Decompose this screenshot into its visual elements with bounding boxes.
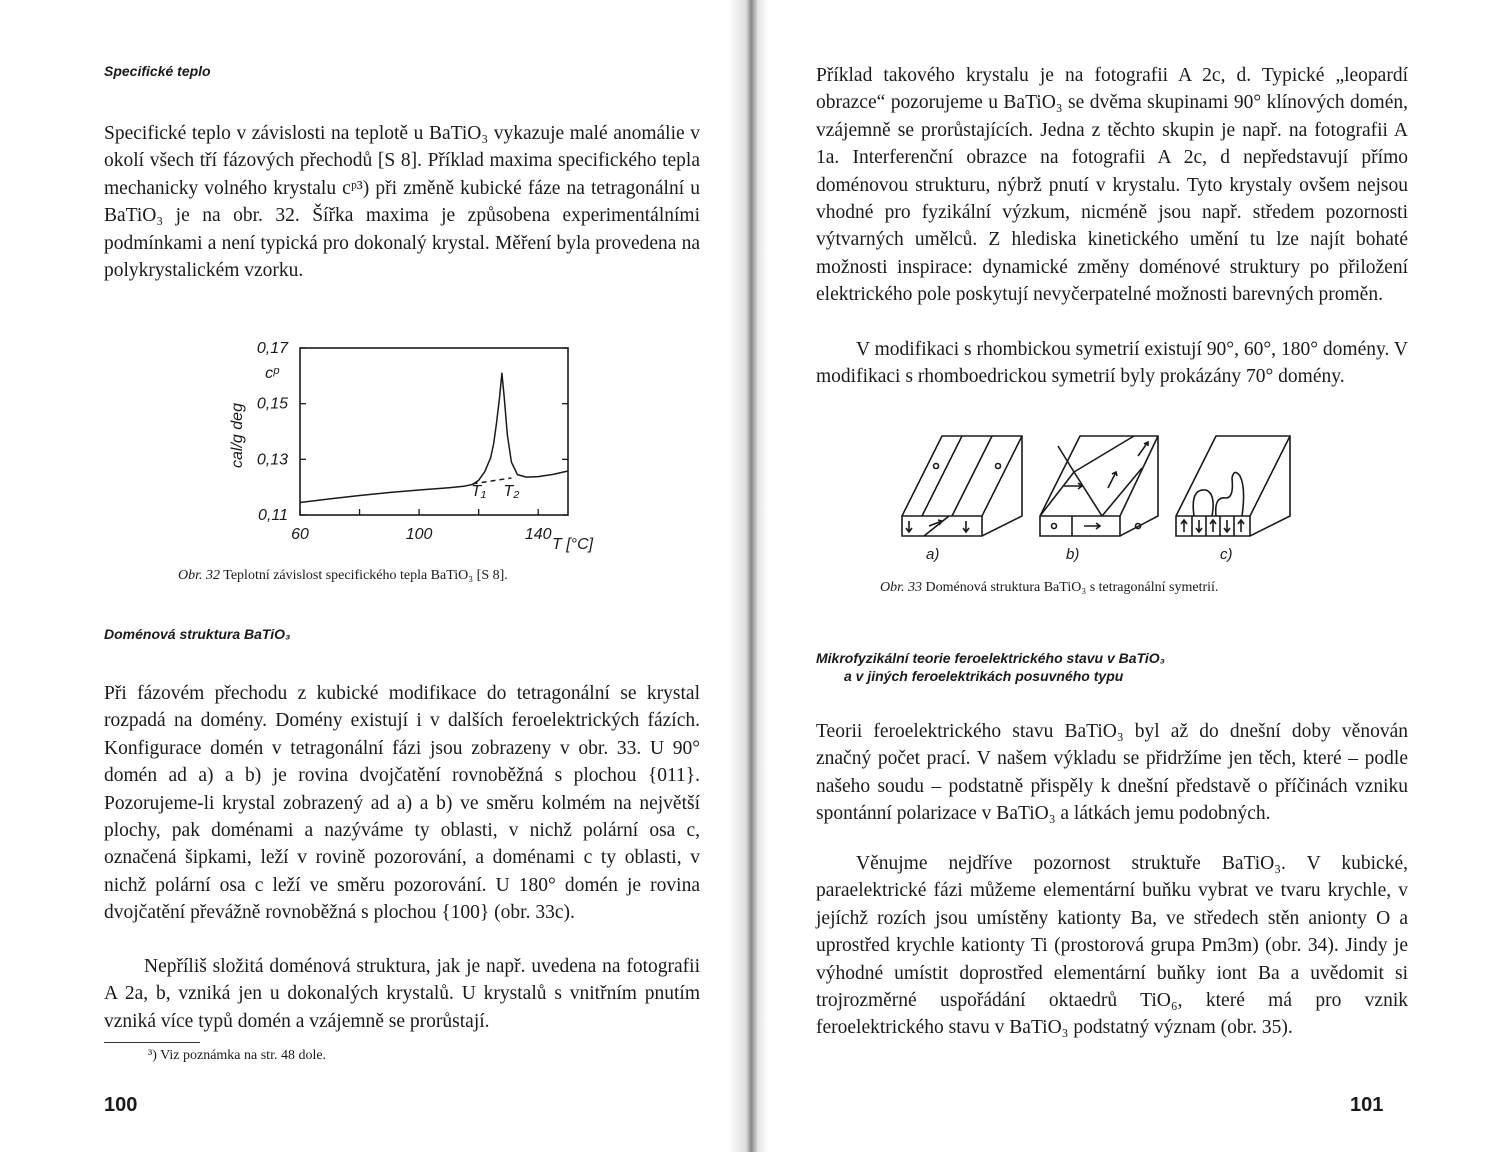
annotation-1: T₁ — [471, 483, 487, 501]
figure-33-diagram — [894, 428, 1294, 568]
heading-domain-structure: Doménová struktura BaTiO₃ — [104, 626, 291, 642]
page-number-right: 101 — [1350, 1094, 1384, 1116]
domain-block-c — [1176, 436, 1290, 536]
y-tick-label: 0,15 — [256, 395, 288, 413]
left-page — [0, 0, 752, 1152]
domain-block-a — [902, 436, 1022, 536]
y-axis-label: cal/g deg — [229, 403, 246, 468]
y-tick-label: 0,11 — [258, 507, 288, 524]
figure-32-caption-text: Teplotní závislost specifického tepla BaTiO₃ [S 8]. — [223, 568, 508, 583]
figure-32-caption — [178, 568, 508, 584]
paragraph-structure: Věnujme nejdříve pozornost struktuře BaTiO₃. V kubické, paraelektrické fázi můžeme elementární buňku vybrat ve tvaru krychle, v jejíchž rozích jsou umístěny kationty Ba, ve středech stěn anionty O a uprostřed krychle kationty Ti (prostorová grupa Pm3m) (obr. 34). Jindy je výhodné umístit doprostřed elementární buňky iont Ba a uvědomit si trojrozměrné uspořádání oktaedrů TiO₆, které má pro vznik feroelektrického stavu v BaTiO₃ podstatný význam (obr. 35). — [816, 853, 1408, 1039]
figure-33-label-b: b) — [1066, 546, 1080, 563]
series-cp-curve — [300, 373, 568, 502]
paragraph-domains: Při fázovém přechodu z kubické modifikace do tetragonální se krystal rozpadá na domény. Domény existují i v dalších feroelektrických fázích. Konfigurace domén v tetragonální fázi jsou zobrazeny v obr. 33. U 90° domén ad a) a b) je rovina dvojčatění rovnoběžná s plochou {011}. Pozorujeme-li krystal zobrazený ad a) a b) ve směru kolmém na největší plochy, pak doménami a nazýváme ty oblasti, v nichž polární osa c, označená šipkami, leží v rovině pozorování, a doménami c ty oblasti, v nichž polární osa c leží ve směru pozorování. U 180° domén je rovina dvojčatění převážně rovnoběžná s plochou {100} (obr. 33c). — [104, 683, 700, 924]
plot-frame — [300, 348, 568, 515]
x-tick-label: 100 — [405, 526, 433, 543]
chart-ticks — [300, 348, 568, 515]
figure-33-label-c: c) — [1220, 546, 1233, 563]
paragraph-leopard-patterns: Příklad takového krystalu je na fotografii A 2c, d. Typické „leopardí obrazce“ pozorujeme u BaTiO₃ se dvěma skupinami 90° klínových domén, vzájemně se prorůstajících. Jedna z těchto skupin je např. na fotografii A 1a. Interferenční obrazce na fotografii A 2c, d nepředstavují přímo doménovou strukturu, nýbrž pnutí v krystalu. Tyto krystaly ovšem nejsou vhodné pro fyzikální výzkum, nicméně jsou např. středem pozornosti výtvarných umělců. Z hlediska kinetického umění tu lze najít bohaté možnosti inspirace: dynamické změny doménové struktury po přiložení elektrického pole poskytují nevyčerpatelné možnosti barevných proměn. — [816, 65, 1408, 306]
heading-microphysical-theory: Mikrofyzikální teorie feroelektrického stavu v BaTiO₃ — [816, 650, 1166, 666]
running-head: Specifické teplo — [104, 63, 211, 79]
y-tick-label: 0,13 — [256, 451, 288, 469]
figure-33-caption-label: Obr. 33 — [880, 580, 923, 595]
paragraph-simple-domain-structure: Nepříliš složitá doménová struktura, jak je např. uvedena na fotografii A 2a, b, vzniká jen u dokonalých krystalů. U krystalů s vnitřním pnutím vzniká více typů domén a vzájemně se prorůstají. — [104, 956, 700, 1032]
x-tick-label: 60 — [291, 526, 309, 543]
chart-frame — [300, 348, 568, 515]
x-axis-label: T [°C] — [552, 536, 594, 553]
paragraph-rhombic: V modifikaci s rhombickou symetrií existují 90°, 60°, 180° domény. V modifikaci s rhomboedrickou symetrií byly prokázány 70° domény. — [816, 339, 1408, 388]
chart-series — [300, 373, 568, 502]
figure-33-caption-text: Doménová struktura BaTiO₃ s tetragonální symetrií. — [925, 580, 1219, 595]
chart-labels — [229, 340, 594, 553]
x-tick-label: 140 — [524, 526, 552, 543]
paragraph-theory: Teorii feroelektrického stavu BaTiO₃ byl až do dnešní doby věnován značný počet prací. V našem výkladu se přidržíme jen těch, které – podle našeho soudu – podstatně přispěly k dnešní představě o příčinách vzniku spontánní polarizace v BaTiO₃ a látkách jemu podobných. — [816, 721, 1408, 825]
y-symbol: cᵖ — [265, 365, 279, 382]
paragraph-specific-heat: Specifické teplo v závislosti na teplotě u BaTiO₃ vykazuje malé anomálie v okolí všech tří fázových přechodů [S 8]. Příklad maxima specifického tepla mechanicky volného krystalu cᵖ³) při změně kubické fáze na tetragonální u BaTiO₃ je na obr. 32. Šířka maxima je způsobena experimentálními podmínkami a není typická pro dokonalý krystal. Měření byla provedena na polykrystalickém vzorku. — [104, 123, 700, 282]
figure-32-caption-label: Obr. 32 — [178, 568, 221, 583]
figure-33-label-a: a) — [926, 546, 940, 563]
figure-32-chart — [220, 330, 600, 560]
y-tick-label: 0,17 — [256, 340, 288, 357]
figure-33-caption — [880, 580, 1218, 596]
right-page — [754, 0, 1506, 1152]
annotation-2: T₂ — [503, 483, 520, 501]
footnote: ³) Viz poznámka na str. 48 dole. — [148, 1048, 327, 1063]
page-number-left: 100 — [104, 1094, 138, 1116]
footnote-rule — [104, 1042, 200, 1043]
domain-block-b — [1040, 436, 1158, 536]
heading-microphysical-theory-line-2: a v jiných feroelektrikách posuvného typu — [844, 668, 1124, 684]
